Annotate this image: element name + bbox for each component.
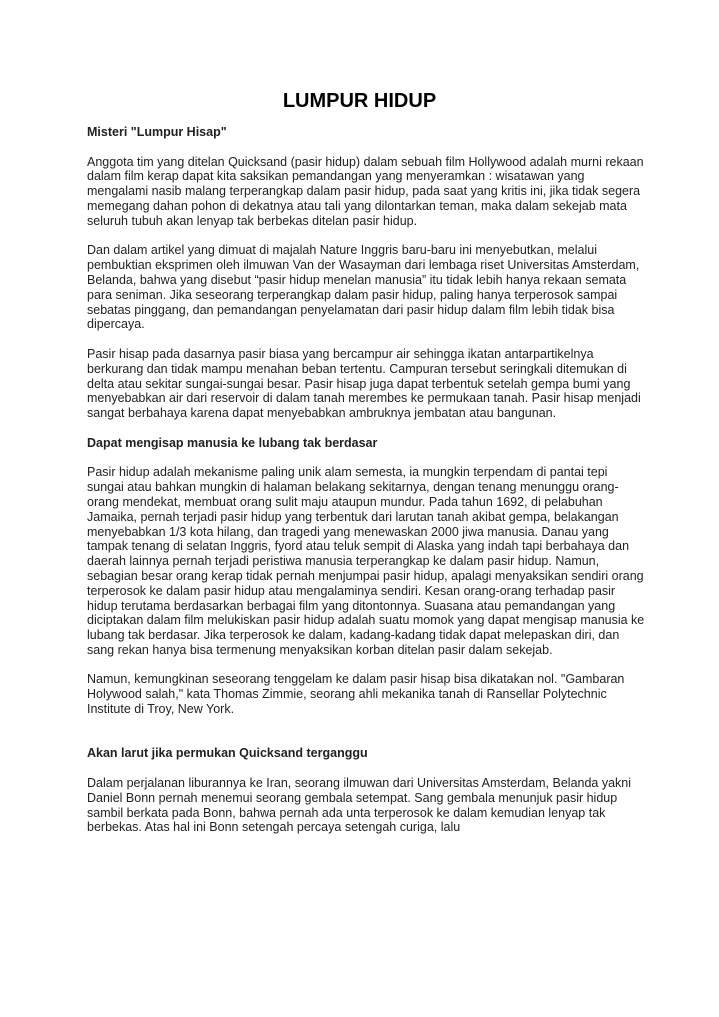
paragraph: Namun, kemungkinan seseorang tenggelam ke dalam pasir hisap bisa dikatakan nol. "Gambaran Holywood salah," kata Thomas Zimmie, seorang ahli mekanika tanah di Ransellar Polytechnic Institute di Troy, New York. <box>87 672 625 717</box>
document-title: LUMPUR HIDUP <box>282 90 437 112</box>
paragraph: Pasir hidup adalah mekanisme paling unik alam semesta, ia mungkin terpendam di pantai tepi sungai atau bahkan mungkin di halaman belakang sekitarnya, dengan tenang menunggu orang-orang mendekat, membuat orang sulit maju ataupun mundur. Pada tahun 1692, di pelabuhan Jamaika, pernah terjadi pasir hidup yang terbentuk dari larutan tanah akibat gempa, belakangan menyebabkan 1/3 kota hilang, dan tragedi yang menewaskan 2000 jiwa manusia. Danau yang tampak tenang di selatan Inggris, fyord atau teluk sempit di Alaska yang indah tapi berbahaya dan daerah lainnya pernah terjadi peristiwa manusia terperangkap ke dalam pasir hidup. Namun, sebagian besar orang kerap tidak pernah menjumpai pasir hidup, apalagi menyaksikan sendiri orang terperosok ke dalam pasir hidup atau mengalaminya sendiri. Kesan orang-orang terhadap pasir hidup terutama berdasarkan berbagai film yang ditontonnya. Suasana atau pemandangan yang diciptakan dalam film melukiskan pasir hidup adalah suatu momok yang dapat mengisap manusia ke lubang tak berdasar. Jika terperosok ke dalam, kadang-kadang tidak dapat melepaskan diri, dan sang rekan hanya bisa termenung menyaksikan korban ditelan pasir dalam sekejab. <box>87 465 645 657</box>
paragraph: Dalam perjalanan liburannya ke Iran, seorang ilmuwan dari Universitas Amsterdam, Belanda yakni Daniel Bonn pernah menemui seorang gembala setempat. Sang gembala menunjuk pasir hidup sambil berkata pada Bonn, bahwa pernah ada unta terperosok ke dalam kemudian lenyap tak berbekas. Atas hal ini Bonn setengah percaya setengah curiga, lalu <box>87 776 632 835</box>
paragraph: Pasir hisap pada dasarnya pasir biasa yang bercampur air sehingga ikatan antarpartikelnya berkurang dan tidak mampu menahan beban tertentu. Campuran tersebut seringkali ditemukan di delta atau sekitar sungai-sungai besar. Pasir hisap juga dapat terbentuk setelah gempa bumi yang menyebabkan air dari reservoir di dalam tanah merembes ke permukaan tanah. Pasir hisap menjadi sangat berbahaya karena dapat menyebabkan ambruknya jembatan atau bangunan. <box>87 346 641 421</box>
section-heading: Dapat mengisap manusia ke lubang tak berdasar <box>87 435 378 450</box>
section-heading: Akan larut jika permukan Quicksand terganggu <box>87 746 368 761</box>
document-body <box>87 125 647 850</box>
paragraph: Anggota tim yang ditelan Quicksand (pasir hidup) dalam sebuah film Hollywood adalah murni rekaan dalam film kerap dapat kita saksikan pemandangan yang menyeramkan : wisatawan yang mengalami nasib malang terperangkap dalam pasir hidup, pada saat yang kritis ini, jika tidak segera memegang dahan pohon di dekatnya atau tali yang dilontarkan teman, maka dalam sekejab mata seluruh tubuh akan lenyap tak berbekas ditelan pasir hidup. <box>87 154 644 228</box>
spacer <box>87 732 647 747</box>
paragraph: Dan dalam artikel yang dimuat di majalah Nature Inggris baru-baru ini menyebutkan, melalui pembuktian eksprimen oleh ilmuwan Van der Wasayman dari lembaga riset Universitas Amsterdam, Belanda, bahwa yang disebut “pasir hidup menelan manusia” itu tidak lebih hanya rekaan semata para seniman. Jika seseorang terperangkap dalam pasir hidup, paling hanya terperosok sampai sebatas pinggang, dan pemandangan penyelamatan dari pasir hidup dalam film lebih tidak bisa dipercaya. <box>87 243 640 332</box>
section-heading: Misteri "Lumpur Hisap" <box>87 125 227 139</box>
